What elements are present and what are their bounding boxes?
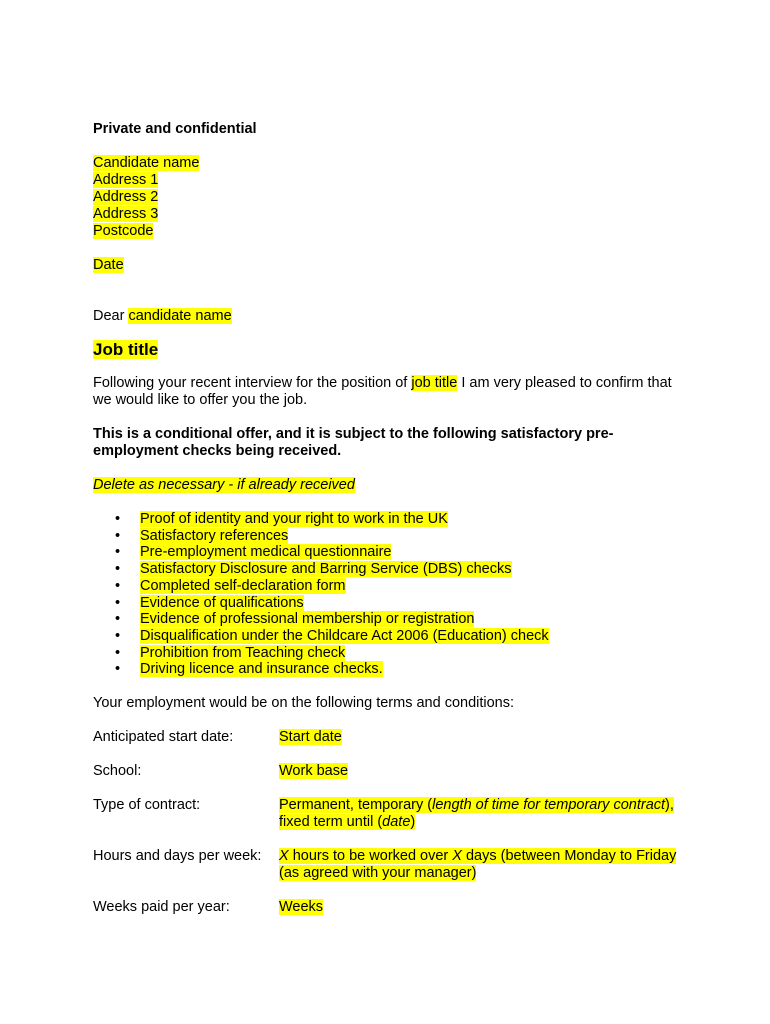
bullet-icon: • [115,611,121,628]
term-start-date [93,729,683,746]
intro-paragraph: Following your recent interview for the position of job title I am very pleased to confirm that we would like to offer you the job. [93,375,672,408]
job-title-field: job title [411,375,458,391]
bullet-icon: • [115,661,121,678]
letter-date: Date [93,257,124,273]
list-item: • Prohibition from Teaching check [115,644,346,661]
address-line: Address 1 [93,172,159,188]
job-title-heading: Job title [93,340,159,359]
terms-intro: Your employment would be on the following terms and conditions: [93,695,515,712]
term-label: Type of contract: [93,797,201,814]
conditional-notice: This is a conditional offer, and it is subject to the following satisfactory pre-employment checks being received. [93,426,614,459]
address-line: Address 2 [93,189,159,205]
bullet-icon: • [115,561,121,578]
bullet-icon: • [115,644,121,661]
term-contract-type [93,797,683,831]
address-block [93,155,683,240]
list-item: • Satisfactory references [115,527,289,544]
term-value: Start date [279,729,342,746]
term-value: Weeks [279,899,324,916]
list-item: • Driving licence and insurance checks. [115,661,383,678]
delete-note: Delete as necessary - if already received [93,477,355,493]
salutation-prefix: Dear [93,308,125,324]
address-line: Postcode [93,223,154,239]
term-weeks [93,899,683,916]
bullet-icon: • [115,511,121,527]
bullet-icon: • [115,577,121,594]
list-item: • Disqualification under the Childcare Act 2006 (Education) check [115,627,549,644]
bullet-icon: • [115,527,121,544]
bullet-icon: • [115,594,121,611]
term-value: Permanent, temporary (length of time for temporary contract), fixed term until (date) [279,797,674,831]
checks-list [93,511,683,678]
term-label: Hours and days per week: [93,848,262,865]
address-line: Candidate name [93,155,200,171]
term-label: Weeks paid per year: [93,899,230,916]
salutation [93,308,683,325]
list-item: • Proof of identity and your right to work in the UK [115,511,448,527]
salutation-name: candidate name [128,308,232,324]
list-item: • Evidence of professional membership or registration [115,611,475,628]
offer-letter [93,121,683,916]
address-line: Address 3 [93,206,159,222]
confidential-heading: Private and confidential [93,121,257,137]
term-value: X hours to be worked over X days (between Monday to Friday (as agreed with your manager) [279,848,677,882]
list-item: • Pre-employment medical questionnaire [115,544,392,561]
bullet-icon: • [115,544,121,561]
list-item: • Evidence of qualifications [115,594,304,611]
term-hours [93,848,683,882]
term-value: Work base [279,763,349,780]
list-item: • Completed self-declaration form [115,577,346,594]
list-item: • Satisfactory Disclosure and Barring Service (DBS) checks [115,561,512,578]
term-label: School: [93,763,142,780]
term-school [93,763,683,780]
bullet-icon: • [115,627,121,644]
term-label: Anticipated start date: [93,729,234,746]
